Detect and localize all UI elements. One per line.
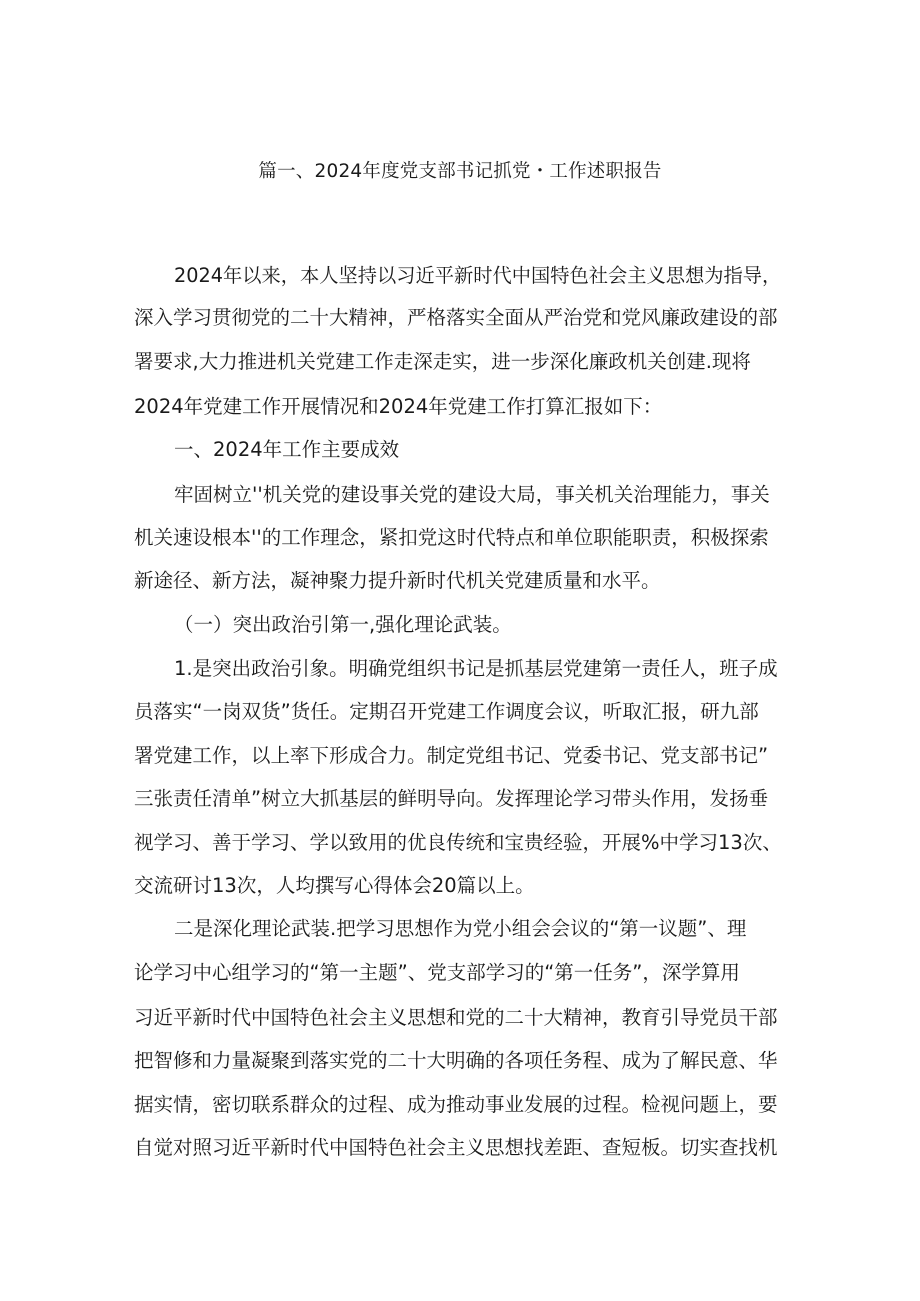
paragraph-line: 2024年党建工作开展情况和2024年党建工作打算汇报如下： bbox=[134, 395, 663, 418]
paragraph-line: 二是深化理论武装.把学习思想作为党小组会会议的“第一议题”、理 bbox=[174, 917, 747, 940]
paragraph-line: 署党建工作，以上率下形成合力。制定党组书记、党委书记、党支部书记” bbox=[134, 744, 769, 767]
paragraph-line: 深入学习贯彻党的二十大精神，严格落实全面从严治党和党风廉政建设的部 bbox=[134, 306, 778, 329]
paragraph-line: 2024年以来，本人坚持以习近平新时代中国特色社会主义思想为指导， bbox=[174, 264, 782, 287]
paragraph-line: 机关速设根本''的工作理念，紧扣党这时代特点和单位职能职责，积极探索 bbox=[134, 526, 769, 549]
paragraph-line: 论学习中心组学习的“第一主题”、党支部学习的“第一任务”，深学算用 bbox=[134, 961, 740, 984]
paragraph-line: 交流研讨13次，人均撰写心得体会20篇以上。 bbox=[134, 874, 535, 897]
paragraph-line: 署要求,大力推进机关党建工作走深走实，进一步深化廉政机关创建.现将 bbox=[134, 350, 751, 373]
paragraph-line: 把智修和力量凝聚到落实党的二十大明确的各项任务程、成为了解民意、华 bbox=[134, 1049, 778, 1072]
subsection-heading: （一）突出政治引第一,强化理论武装。 bbox=[174, 613, 512, 636]
paragraph-line: 新途径、新方法，凝神聚力提升新时代机关党建质量和水平。 bbox=[134, 569, 661, 592]
section-heading: 一、2024年工作主要成效 bbox=[174, 438, 400, 461]
paragraph-line: 三张责任清单”树立大抓基层的鲜明导向。发挥理论学习带头作用，发扬垂 bbox=[134, 787, 769, 810]
paragraph-line: 牢固树立''机关党的建设事关党的建设大局，事关机关治理能力，事关 bbox=[174, 483, 770, 506]
paragraph-line: 据实情，密切联系群众的过程、成为推动事业发展的过程。检视问题上，要 bbox=[134, 1093, 778, 1116]
paragraph-line: 视学习、善于学习、学以致用的优良传统和宝贵经验，开展%中学习13次、 bbox=[134, 831, 782, 854]
paragraph-line: 1.是突出政治引象。明确党组织书记是抓基层党建第一责任人，班子成 bbox=[174, 657, 778, 680]
paragraph-line: 自觉对照习近平新时代中国特色社会主义思想找差距、查短板。切实查找机 bbox=[134, 1136, 778, 1159]
document-title: 篇一、2024年度党支部书记抓党・工作述职报告 bbox=[258, 161, 662, 182]
paragraph-line: 习近平新时代中国特色社会主义思想和党的二十大精神，教育引导党员干部 bbox=[134, 1006, 778, 1029]
paragraph-line: 员落实“一岗双货”货任。定期召开党建工作调度会议，听取汇报，研九部 bbox=[134, 700, 759, 723]
